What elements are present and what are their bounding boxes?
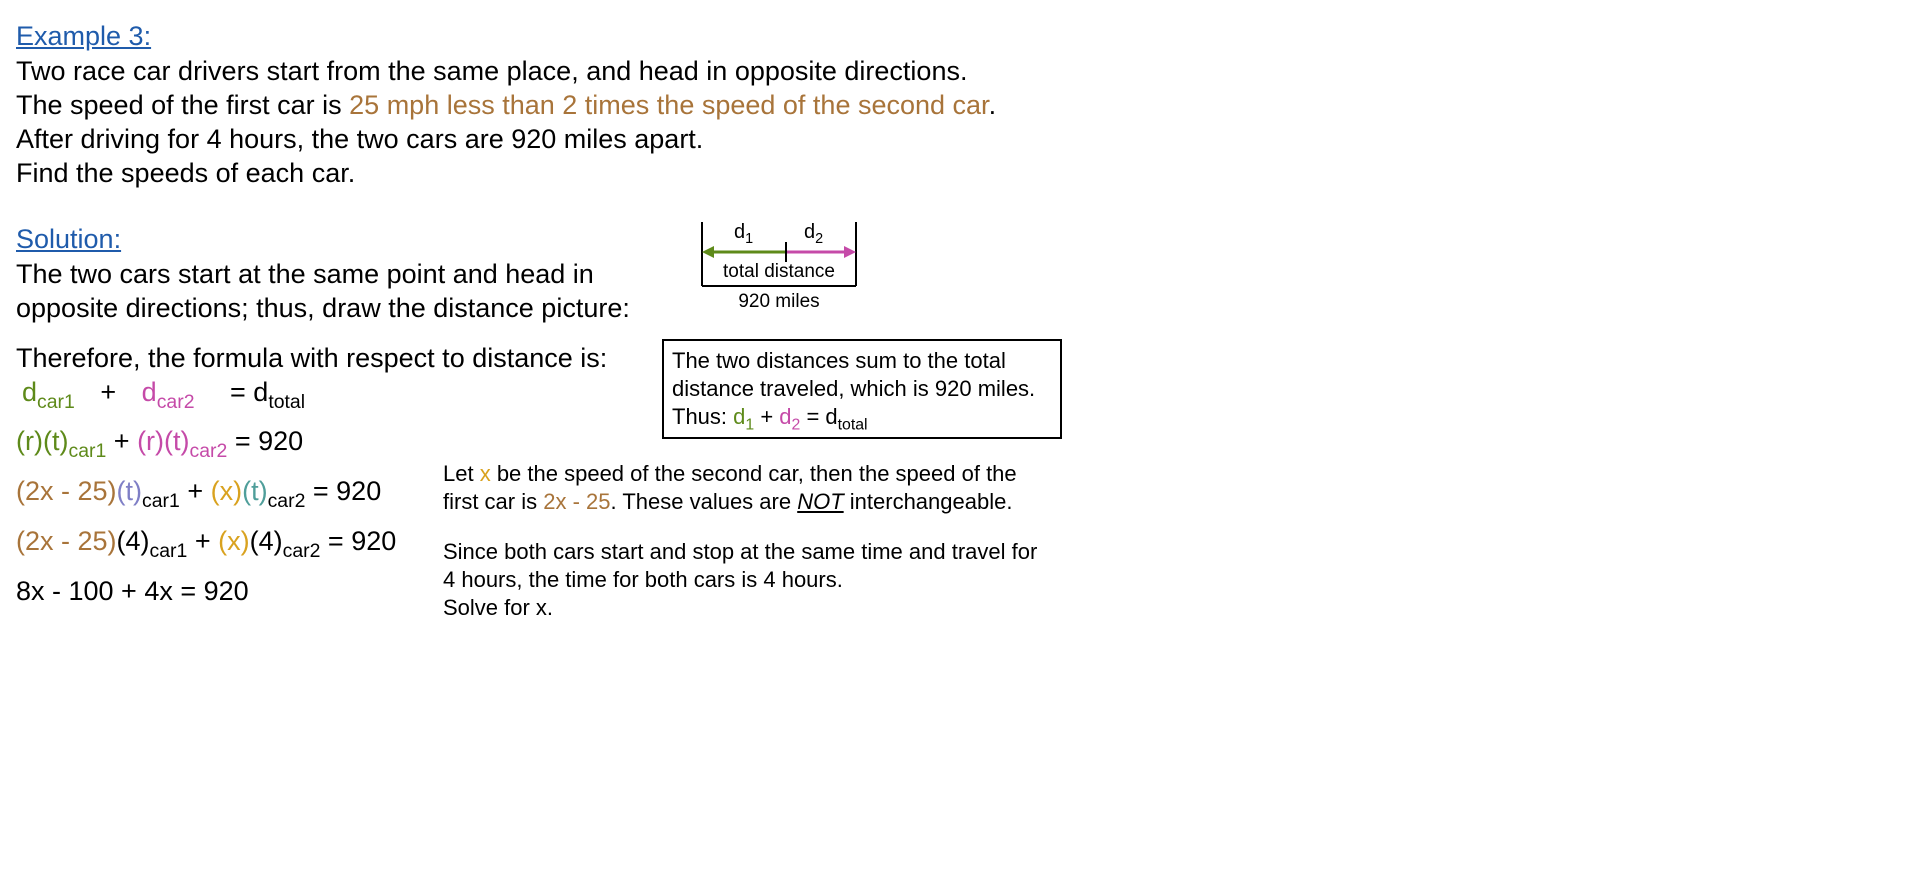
note-1-x: x [479, 461, 491, 486]
formula-intro: Therefore, the formula with respect to distance is: [16, 343, 608, 373]
eq3-sub-car2: car2 [267, 489, 306, 512]
eq4-rate-car1: (2x - 25) [16, 526, 117, 556]
note-2-line-1: Since both cars start and stop at the same time and travel for [443, 539, 1038, 564]
sum-explanation-box [662, 339, 1062, 439]
sum-box-d1: $d_1$ [733, 404, 755, 434]
eq3-rhs: = 920 [305, 476, 382, 506]
eq3-rate-car2: (x) [210, 476, 243, 506]
note-2-line-3: Solve for x. [443, 595, 554, 620]
example-line-2 [16, 88, 996, 122]
eq3-sub-car1: car1 [142, 489, 180, 512]
eq1-d-car1: $d_{car1}$ [22, 377, 75, 413]
example-line-4: Find the speeds of each car. [16, 158, 356, 188]
example-line-2-start: The speed of the first car is [16, 90, 350, 120]
eq1-d-car2: $d_{car2}$ [141, 377, 195, 413]
note-1-not: NOT [797, 489, 844, 514]
example-heading: Example 3: [16, 21, 152, 51]
eq1-rhs: = $d_{total}$ [230, 377, 306, 413]
eq2-rhs: = 920 [227, 426, 304, 456]
eq2-term-car1: $(r)(t)_{car1}$ [16, 426, 107, 462]
eq3-time-car2: (t) [242, 476, 268, 506]
eq4-rhs: = 920 [320, 526, 397, 556]
equation-3 [16, 474, 382, 512]
eq4-sub-car1: car1 [149, 539, 188, 562]
solution-line-1: The two cars start at the same point and head in [16, 259, 594, 289]
diagram-d2-label: $d_2$ [804, 221, 824, 248]
eq1-plus: + [100, 377, 117, 407]
example-line-2-highlight: 25 mph less than 2 times the speed of the second car [349, 90, 989, 120]
diagram-d2-arrowhead [844, 246, 856, 258]
equation-4 [16, 524, 397, 562]
solution-line-2: opposite directions; thus, draw the distance picture: [16, 293, 630, 323]
diagram-d1-label: $d_1$ [734, 221, 754, 248]
note-1-line-2: first car is 2x - 25. These values are NOT interchangeable. [443, 489, 1013, 514]
eq3-time-car1: (t) [116, 476, 143, 506]
sum-box-line-2: distance traveled, which is 920 miles. [672, 376, 1036, 401]
example-line-3: After driving for 4 hours, the two cars are 920 miles apart. [16, 124, 704, 154]
eq3-rate-car1: (2x - 25) [16, 476, 117, 506]
equation-1 [22, 375, 306, 413]
eq2-term-car2: $(r)(t)_{car2}$ [137, 426, 228, 462]
sum-box-line-3: Thus: $d_1 + d_2 = d_{total}$ [672, 404, 868, 434]
eq4-rate-car2: (x) [218, 526, 250, 556]
example-line-2-end: . [988, 90, 997, 120]
distance-diagram [700, 220, 860, 320]
eq4-sub-car2: car2 [282, 539, 321, 562]
solution-heading: Solution: [16, 224, 122, 254]
sum-box-d2: $d_2$ [779, 404, 801, 434]
eq4-time-car2: (4) [249, 526, 283, 556]
sum-box-line-1: The two distances sum to the total [672, 348, 1006, 373]
equation-5: 8x - 100 + 4x = 920 [16, 576, 249, 606]
eq2-plus: + [106, 426, 138, 456]
diagram-miles-label: 920 miles [738, 291, 820, 312]
note-2-line-2: 4 hours, the time for both cars is 4 hours. [443, 567, 843, 592]
eq3-plus: + [179, 476, 211, 506]
eq4-plus: + [187, 526, 219, 556]
note-1-expr: 2x - 25 [543, 489, 611, 514]
equation-2 [16, 424, 304, 462]
example-line-1: Two race car drivers start from the same place, and head in opposite directions. [16, 56, 968, 86]
diagram-total-label: total distance [723, 261, 835, 282]
diagram-d1-arrowhead [702, 246, 714, 258]
note-1-line-1: Let x be the speed of the second car, then the speed of the [443, 461, 1017, 486]
eq4-time-car1: (4) [116, 526, 150, 556]
